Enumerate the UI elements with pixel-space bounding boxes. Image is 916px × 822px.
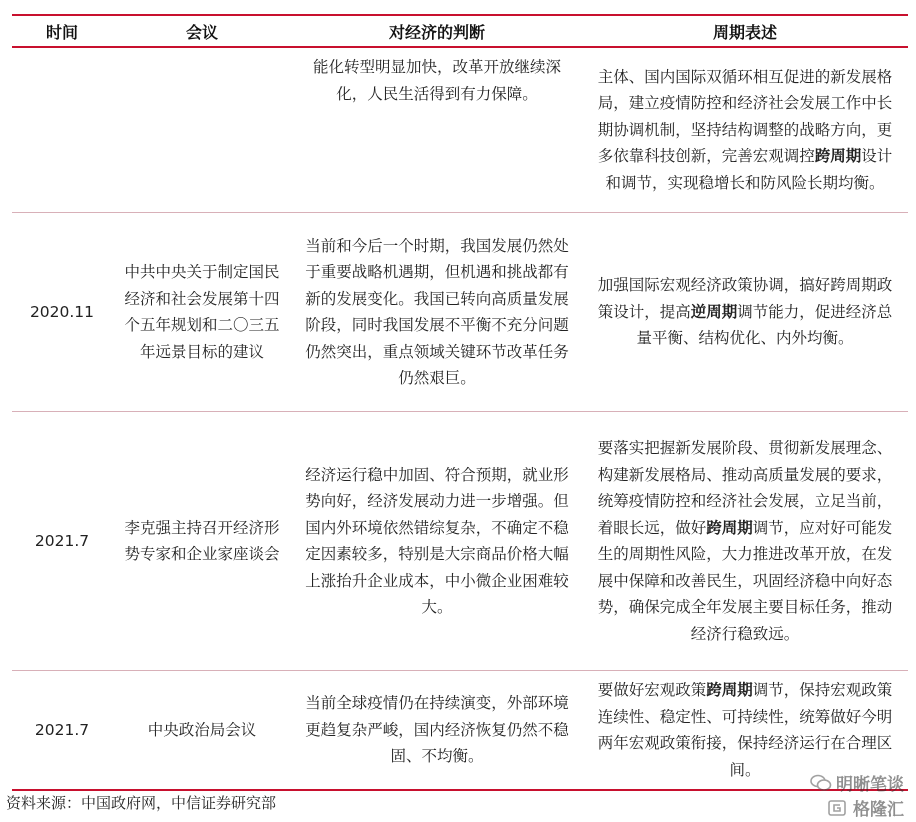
cell-meeting: 中共中央关于制定国民经济和社会发展第十四个五年规划和二〇三五年远景目标的建议: [124, 263, 280, 361]
cell-meeting: 中央政治局会议: [147, 720, 257, 739]
table-row: [12, 48, 908, 213]
cycle-text: 要做好宏观政策: [597, 681, 707, 699]
cell-cycle: [582, 64, 908, 197]
header-meeting: 会议: [185, 22, 218, 42]
cell-cycle: [582, 435, 908, 647]
watermark-line-2: [827, 795, 904, 820]
cycle-keyword: 逆周期: [690, 302, 738, 321]
cycle-text: 主体、国内国际双循环相互促进的新发展格局，建立疫情防控和经济社会发展工作中长期协调机制，坚持结构调整的战略方向，更多依靠科技创新，完善宏观调控: [597, 67, 893, 166]
cycle-text: 调节，应对好可能发生的周期性风险，大力推进改革开放，在发展中保障和改善民生，巩固经济稳中向好态势，确保完成全年发展主要目标任务，推动经济行稳致远。: [597, 518, 893, 643]
wechat-icon: [810, 774, 832, 792]
table-row: [12, 671, 908, 791]
policy-table: [12, 14, 908, 791]
cycle-text: 加强国际宏观经济政策协调，搞好跨周期政策设计，提高: [597, 276, 893, 321]
watermark-line-1: [810, 770, 904, 795]
watermark: [810, 770, 904, 820]
cell-time: 2021.7: [34, 720, 90, 739]
cell-time: 2021.7: [34, 531, 90, 550]
cell-time: 2020.11: [29, 302, 95, 321]
cycle-keyword: 跨周期: [706, 681, 753, 699]
gelonghui-logo-icon: [827, 799, 849, 817]
cell-judgment: 能化转型明显加快，改革开放继续深化，人民生活得到有力保障。: [312, 58, 561, 103]
watermark-text: 明晰笔谈: [836, 775, 904, 795]
cell-judgment: 当前全球疫情仍在持续演变，外部环境更趋复杂严峻，国内经济恢复仍然不稳固、不均衡。: [305, 694, 569, 766]
cell-cycle: [582, 677, 908, 783]
cycle-text: 调节，保持宏观政策连续性、稳定性、可持续性，统筹做好今明两年宏观政策衔接，保持经济运行在合理区间。: [597, 681, 893, 779]
watermark-text: 格隆汇: [853, 800, 904, 820]
table-row: [12, 213, 908, 412]
cycle-keyword: 跨周期: [706, 518, 753, 537]
cycle-keyword: 跨周期: [814, 147, 862, 166]
source-note: 资料来源：中国政府网，中信证券研究部: [6, 794, 277, 812]
cell-judgment: 经济运行稳中加固、符合预期，就业形势向好，经济发展动力进一步增强。但国内外环境依然错综复杂，不确定不稳定因素较多，特别是大宗商品价格大幅上涨抬升企业成本，中小微企业困难较大。: [305, 465, 569, 616]
cycle-text: 要落实把握新发展阶段、贯彻新发展理念、构建新发展格局、推动高质量发展的要求，统筹疫情防控和经济社会发展，立足当前，着眼长远，做好: [597, 439, 893, 537]
header-judgment: 对经济的判断: [388, 22, 485, 42]
table-row: [12, 412, 908, 671]
header-cycle: 周期表述: [712, 22, 777, 42]
cycle-text: 设计和调节，实现稳增长和防风险长期均衡。: [605, 147, 893, 192]
cell-meeting: 李克强主持召开经济形势专家和企业家座谈会: [124, 518, 280, 563]
cell-cycle: [582, 272, 908, 352]
cell-judgment: 当前和今后一个时期，我国发展仍然处于重要战略机遇期，但机遇和挑战都有新的发展变化。我国已转向高质量发展阶段，同时我国发展不平衡不充分问题仍然突出，重点领域关键环节改革任务仍然艰巨。: [305, 236, 569, 387]
table-header: [12, 14, 908, 48]
cycle-text: 调节能力，促进经济总量平衡、结构优化、内外均衡。: [636, 302, 893, 348]
header-time: 时间: [45, 22, 78, 42]
